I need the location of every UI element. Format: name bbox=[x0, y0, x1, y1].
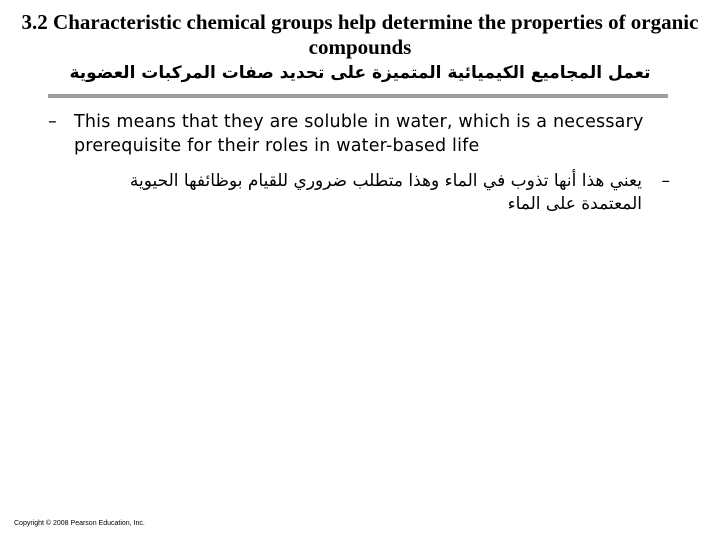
slide-title: 3.2 Characteristic chemical groups help determine the properties of organic compounds bbox=[21, 10, 699, 59]
slide-title-arabic: تعمل المجاميع الكيميائية المتميزة على تحديد صفات المركبات العضوية bbox=[69, 63, 651, 83]
title-divider bbox=[48, 94, 668, 98]
copyright-footer: Copyright © 2008 Pearson Education, Inc. bbox=[14, 520, 145, 527]
bullet-dash: – bbox=[661, 171, 670, 191]
bullet-text: يعني هذا أنها تذوب في الماء وهذا متطلب ضروري للقيام بوظائفها الحيوية المعتمدة على الماء bbox=[129, 171, 642, 214]
bullet-arabic bbox=[110, 170, 670, 216]
bullet-dash: – bbox=[48, 112, 57, 132]
bullet-english bbox=[48, 110, 668, 158]
bullet-text: This means that they are soluble in water, which is a necessary prerequisite for their roles in water-based life bbox=[74, 112, 644, 156]
